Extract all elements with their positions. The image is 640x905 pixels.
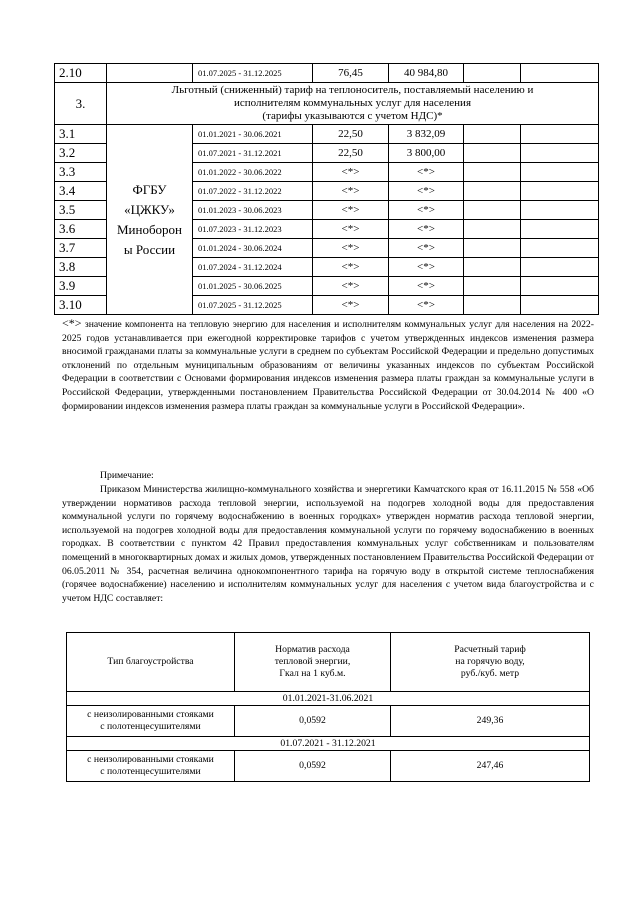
hot-water-tariff-table xyxy=(66,632,590,782)
remark-title: Примечание: xyxy=(100,470,154,481)
section-number: 3. xyxy=(55,83,107,125)
norm-cell: 0,0592 xyxy=(235,751,391,782)
table-header-row xyxy=(67,633,590,692)
table-row: 3.4 01.07.2022 - 31.12.2022 <*> <*> xyxy=(55,182,599,201)
tariff-table xyxy=(54,63,599,315)
footnote-paragraph xyxy=(62,317,594,413)
table-row: 3.8 01.07.2024 - 31.12.2024 <*> <*> xyxy=(55,258,599,277)
table-row xyxy=(67,751,590,782)
period-row xyxy=(67,692,590,706)
section-title: Льготный (сниженный) тариф на теплоноситель, поставляемый населению и исполнителям коммунальных услуг для населения (тарифы указываются с учетом НДС)* xyxy=(107,83,599,125)
table-row: 3.1 ФГБУ «ЦЖКУ» Миноборон ы России 01.01.2021 - 30.06.2021 22,50 3 832,09 xyxy=(55,125,599,144)
table-row: 3.3 01.01.2022 - 30.06.2022 <*> <*> xyxy=(55,163,599,182)
header-type: Тип благоустройства xyxy=(67,633,235,692)
table-row: 3.2 01.07.2021 - 31.12.2021 22,50 3 800,00 xyxy=(55,144,599,163)
period-row xyxy=(67,737,590,751)
row-number: 2.10 xyxy=(55,64,107,83)
table-row xyxy=(55,64,599,83)
tariff-cell: 249,36 xyxy=(391,706,590,737)
organization-cell: ФГБУ «ЦЖКУ» Миноборон ы России xyxy=(107,125,193,315)
footnote-text: значение компонента на тепловую энергию для населения и исполнителям коммунальных услуг для населения на 2022-2025 годов устанавливается при ежегодной корректировке тарифов с учетом утвержденных индексов изменения размера вносимой гражданами платы за коммунальные услуги в среднем по субъектам Российской Федерации и предельно допустимых отклонений по отдельным муниципальным образованиям от величины указанных индексов по субъектам Российской Федерации в соответствии с Основами формирования индексов изменения размера платы граждан за коммунальные услуги в Российской Федерации, утвержденными постановлением Правительства Российской Федерации от 30.04.2014 № 400 «О формировании индексов изменения размера платы граждан за коммунальные услуги в Российской Федерации». xyxy=(62,319,594,412)
norm-cell: 0,0592 xyxy=(235,706,391,737)
value-cell: 40 984,80 xyxy=(389,64,464,83)
table-row: 3.10 01.07.2025 - 31.12.2025 <*> <*> xyxy=(55,296,599,315)
table-row: 3.6 01.07.2023 - 31.12.2023 <*> <*> xyxy=(55,220,599,239)
type-cell: с неизолированными стояками с полотенцесушителями xyxy=(67,751,235,782)
section-row xyxy=(55,83,599,125)
header-tariff: Расчетный тариф на горячую воду, руб./куб. метр xyxy=(391,633,590,692)
table-row: 3.7 01.01.2024 - 30.06.2024 <*> <*> xyxy=(55,239,599,258)
footnote-marker: <*> xyxy=(62,316,82,330)
table-row: 3.9 01.01.2025 - 30.06.2025 <*> <*> xyxy=(55,277,599,296)
table-row: 3.5 01.01.2023 - 30.06.2023 <*> <*> xyxy=(55,201,599,220)
type-cell: с неизолированными стояками с полотенцесушителями xyxy=(67,706,235,737)
remark-paragraph: Приказом Министерства жилищно-коммунального хозяйства и энергетики Камчатского края от 16.11.2015 № 558 «Об утверждении нормативов расхода тепловой энергии, используемой на подогрев холодной воды для предоставления коммунальной услуги по горячему водоснабжению в военных городках» утвержден норматив расхода тепловой энергии, используемой на подогрев холодной воды для предоставления коммунальной услуги по горячему водоснабжению в военных городках. В соответствии с пунктом 42 Правил предоставления коммунальных услуг собственникам и пользователям помещений в многоквартирных домах и жилых домов, утвержденных постановлением Правительства Российской Федерации от 06.05.2011 № 354, расчетная величина однокомпонентного тарифа на горячую воду в открытой системе теплоснабжения (горячее водоснабжение) населению и исполнителям коммунальных услуг для населения с учетом вида благоустройства и с учетом НДС составляет: xyxy=(62,484,594,604)
header-norm: Норматив расхода тепловой энергии, Гкал на 1 куб.м. xyxy=(235,633,391,692)
tariff-cell: 247,46 xyxy=(391,751,590,782)
period-label: 01.07.2021 - 31.12.2021 xyxy=(67,737,590,751)
table-row xyxy=(67,706,590,737)
period-cell: 01.07.2025 - 31.12.2025 xyxy=(193,64,313,83)
period-label: 01.01.2021-31.06.2021 xyxy=(67,692,590,706)
value-cell: 76,45 xyxy=(313,64,389,83)
